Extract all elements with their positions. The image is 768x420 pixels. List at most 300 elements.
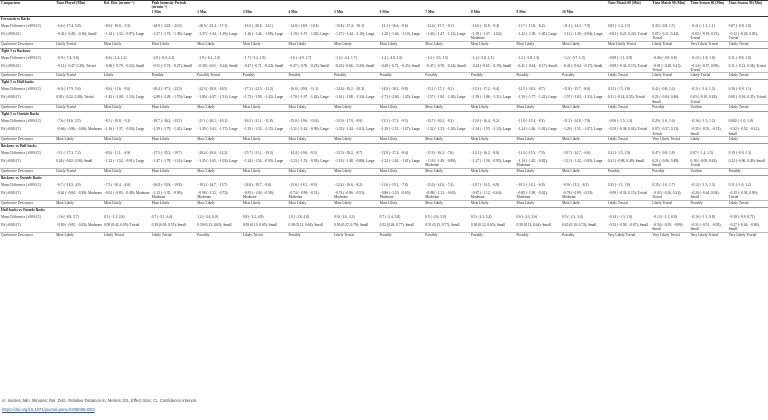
table-cell: −1.22 (−1.52, −0.91); Large [103, 159, 145, 164]
table-cell: −28.7 (−36.2, −23.5) [151, 119, 182, 124]
table-cell: −13.1 (−17.1, −9.1) [425, 87, 454, 92]
table-cell: −12.7 (−16.2, −9.2) [425, 119, 454, 124]
table-cell: −6.0 (−17.9, 5.6) [56, 87, 81, 92]
table-cell: Likely Trivial [55, 168, 103, 175]
table-cell: Most Likely [287, 105, 333, 112]
table-cell: 0.9 (−2.6, 4.3) [334, 214, 355, 219]
table-cell: Likely [103, 73, 151, 80]
table-cell: 0.09 (0.42, 0.95); Trivial [103, 222, 140, 227]
table-cell: 0.51 (0.25, 0.77); Small [425, 222, 460, 227]
column-header: Peak Intensity Periods (m·min⁻¹) [151, 1, 197, 10]
table-cell: Most Likely [287, 137, 333, 144]
table-cell: Likely Trivial [607, 73, 652, 80]
column-header [287, 1, 333, 10]
table-cell: −1.14 (−1.32, −0.97); Large [103, 31, 145, 36]
column-header: Time Match 90 (Min) [651, 1, 689, 10]
table-cell: −1.2 (−4.0, 1.5) [379, 55, 403, 60]
table-cell: −0.38 (−0.61, −0.14); Small [197, 63, 238, 68]
table-cell: −7.6 (−18.6, 3.5) [56, 119, 81, 124]
table-cell: −6.6 (−17.4, 5.8) [56, 23, 81, 28]
section-header-row [0, 144, 768, 152]
table-row [0, 127, 768, 136]
column-header [516, 1, 562, 10]
table-cell: −1.27 (−1.56, −0.95); Large [470, 159, 512, 164]
table-cell: −0.11 (−1.4, 1.3) [690, 87, 715, 92]
table-cell: Most Likely [242, 41, 288, 48]
table-cell: Most Likely Trivial [607, 41, 652, 48]
table-cell: 0.35 (−0.8, 1.5) [652, 23, 675, 28]
table-cell: Most Likely [196, 200, 242, 207]
table-cell: 0.03 (−0.22, 0.28); Trivial [56, 95, 94, 100]
table-cell: −1.26 (−1.44, −1.09); Large [242, 31, 284, 36]
table-cell: −1.35 (−1.53, −1.15); Large [242, 127, 284, 132]
table-cell: 0.082 (−1.0, 1.0) [728, 119, 753, 124]
table-cell: −0.32 (−0.49, −0.16); Small [56, 31, 97, 36]
table-cell: Possibly [242, 73, 288, 80]
table-cell: −0.18 (−0.9, 0.71) [728, 214, 755, 219]
column-header: Time Match 60 (Min) [607, 1, 652, 10]
table-cell: −0.56 (−0.79, −0.32); Small [103, 63, 145, 68]
table-cell: −15.7 (−21.1, −10.3) [242, 151, 273, 156]
table-cell: Likely Trivial [728, 200, 768, 207]
table-cell: −0.31 (−0.51, −0.03); Small [690, 222, 722, 232]
table-cell: −10.7 (−14.7, −6.6) [562, 151, 591, 156]
table-cell: Most Likely [470, 168, 516, 175]
table-cell: −1.29 (−1.51, −1.07); Large [379, 127, 420, 132]
column-header: Time Season 60 (Min) [689, 1, 727, 10]
table-cell: −1.37 (−1.54, −1.19); Large [197, 31, 238, 36]
table-cell: 0.21 (−0.06, 0.49); Small [652, 159, 680, 168]
table-cell: 0.29 (0.03, 0.55); Small [151, 222, 186, 227]
table-cell: 0.21 (−0.08, 0.49); Small [607, 159, 644, 164]
table-cell: −0.69 (−0.85, −0.43); Moderate [56, 222, 102, 227]
table-cell: Possibly [470, 73, 516, 80]
table-cell: −11.9 (−15.4, −8.4) [516, 119, 545, 124]
table-cell: −9.9 (−13.5, −6.3) [562, 182, 589, 187]
table-cell: Most Likely [333, 137, 379, 144]
table-cell: 0.8 (−3.2, 4.8) [242, 214, 264, 219]
table-cell: Most Likely [196, 168, 242, 175]
table-cell: Very Likely Trivial [689, 232, 727, 239]
table-cell: Most Likely [470, 41, 516, 48]
table-cell: −0.20 (−0.44, 0.04); Small [690, 190, 720, 200]
table-cell: −1.24 (−1.54, −0.93); Large [242, 159, 284, 164]
table-cell: −1.20 (−1.46, −1.10); Large [379, 31, 420, 36]
table-cell: 0.09 (−0.16, 0.35); Trivial [728, 95, 767, 100]
table-cell: 0.07 (−0.27, 0.13); Trivial [652, 127, 680, 136]
table-cell: Possibly [151, 73, 197, 80]
table-cell: 0.07 (−0.11, 0.24); Trivial [652, 31, 680, 41]
table-cell: −0.09 (−0.32, 0.15); Trivial [607, 63, 648, 68]
table-cell: 0.07 (−0.9, 1.0) [728, 23, 752, 28]
table-cell: Likely Trivial [651, 200, 689, 207]
table-cell: Most Likely [470, 105, 516, 112]
table-cell: −12.8 (−17.2, −8.4) [379, 151, 408, 156]
table-cell: Most Likely [242, 200, 288, 207]
table-cell: −1.21 (−1.42, −0.99); Large [288, 127, 329, 132]
table-cell: Unclear [689, 105, 727, 112]
table-cell: −14.8 (−18.9, −10.4) [288, 23, 319, 28]
table-row [0, 183, 768, 191]
table-cell: −14.8 (−19.7, −9.8) [242, 182, 272, 187]
table-cell: −0.85 (−1.09, −0.62); Moderate [516, 190, 548, 200]
table-cell: −0.47 (−0.70, −0.23); Small [288, 63, 329, 68]
table-cell: Likely Trivial [728, 41, 768, 48]
table-cell: 0.05 (−1.4, 1.5) [607, 23, 631, 28]
table-row [0, 95, 768, 104]
table-row [0, 24, 768, 32]
column-subheader: 1 Min [151, 10, 197, 17]
table-cell: −11.9 (−16.2, −7.6) [425, 151, 454, 156]
column-header [379, 1, 425, 10]
table-cell: −1.32 (−1.53, −1.10); Large [425, 127, 466, 132]
table-cell: −0.43 (−0.66, −0.20); Small [334, 63, 375, 68]
table-cell: 0.35 (−1.1, 1.8) [607, 182, 631, 187]
table-cell: −0.51 (−0.74, −0.27); Small [151, 63, 192, 68]
table-cell: 0.22 (−0.06, 0.49); Small [728, 159, 765, 164]
row-label: Qualitative Descriptor [0, 232, 55, 239]
table-cell: −0.74 (−0.96, −0.51); Moderate [334, 190, 366, 200]
table-row [0, 73, 768, 80]
table-cell: Possibly [287, 232, 333, 239]
table-cell: Possibly [196, 232, 242, 239]
table-cell: −1.73 (−2.00, −1.45); Large [379, 95, 420, 100]
table-cell: Most Likely [424, 200, 470, 207]
table-cell: Most Likely [516, 105, 562, 112]
table-row [0, 87, 768, 95]
table-cell: −12.5 (−16.3, −8.7) [516, 87, 545, 92]
section-header-row [0, 16, 768, 24]
table-cell: −0.66 (−0.86, −0.46); Moderate [56, 127, 102, 132]
table-cell: 0.07 (−1.4, 1.5) [690, 151, 713, 156]
column-subheader: 5 Min [333, 10, 379, 17]
table-cell: −14.8 (−19.2, −10.3) [334, 87, 365, 92]
table-cell: 0.50 (0.27, 0.79); Small [334, 222, 369, 227]
table-row [0, 232, 768, 239]
table-cell: −16.5 (−20.8, −12.1) [242, 23, 273, 28]
table-row [0, 105, 768, 112]
table-cell: −0.35 (−0.55, −0.15); Small [690, 127, 722, 136]
table-cell: Very Likely Trivial [607, 232, 652, 239]
table-cell: −0.41 (−0.64, −0.17); Small [562, 63, 603, 68]
table-cell: −22.3 (−28.0, −16.5) [197, 87, 228, 92]
table-cell: −1.23 (−1.44, −1.01); Large [334, 127, 375, 132]
table-row [0, 56, 768, 64]
table-cell: Possibly [333, 73, 379, 80]
table-cell: Likely [728, 137, 768, 144]
row-label: Qualitative Descriptor [0, 41, 55, 48]
table-cell: −0.41 (−0.64, −0.17); Small [516, 63, 557, 68]
table-cell: −17.3 (−22.5, −12.2) [242, 87, 273, 92]
table-cell: −8.0 (−10.8, −5.5) [103, 23, 131, 28]
table-row [0, 151, 768, 159]
table-cell: Most Likely [516, 41, 562, 48]
table-cell: Most Likely [242, 168, 288, 175]
table-cell: 0.5 (−2.3, 3.4) [470, 214, 492, 219]
table-cell: −16.5 (−21.1, −11.8) [242, 119, 273, 124]
table-cell: −0.42 (−0.65, −0.19); Small [470, 63, 512, 68]
table-cell: −12.4 (−16.6, −8.2) [334, 182, 363, 187]
table-cell: −0.13 (−1.1, 0.8) [652, 214, 677, 219]
row-label: ES (±90%CI) [1, 95, 21, 100]
table-cell: −0.06 (−1.5, 1.4) [607, 119, 633, 124]
table-row [0, 137, 768, 144]
table-cell: Likely Trivial [607, 200, 652, 207]
table-cell: Possibly [516, 73, 562, 80]
table-cell: −1.59 (−1.86, −1.31); Large [470, 95, 512, 100]
table-cell: Possibly [287, 73, 333, 80]
table-cell: 0.29 (−1.0, 1.6) [652, 119, 675, 124]
section-title: Half-backs vs Outside Backs [0, 207, 768, 215]
table-cell: −0.88 (−1.12, −0.65); Moderate [425, 190, 457, 200]
table-cell: Possibly [424, 232, 470, 239]
column-header [196, 1, 242, 10]
table-cell: 0.6 (−2.3, 3.6) [516, 214, 538, 219]
table-cell: 0.47 (−0.8, 1.8) [652, 151, 675, 156]
table-cell: −1.3 (−4.4, 1.7) [334, 55, 357, 60]
table-cell: 0.11 (−0.12, 0.34); Trivial [728, 63, 766, 68]
table-cell: −15.0 (−19.6, −10.4) [288, 119, 319, 124]
table-cell: −0.74 (−0.99, −0.51); Moderate [288, 190, 320, 200]
table-cell: −1.16 (−1.37, −0.94); Large [103, 127, 145, 132]
table-cell: −30.4 (−37.1, −23.5) [151, 87, 182, 92]
table-cell: −0.15 (−0.38, 0.09); Trivial [728, 190, 758, 200]
table-cell: −0.11 (−1.3, 1.1) [690, 23, 715, 28]
table-cell: −0.27 (−0.46, −0.06); Small [728, 222, 760, 232]
table-cell: −2.00 (−2.28, −1.70); Large [151, 95, 192, 100]
row-label: Mean Difference (±90%CI) [1, 214, 41, 219]
table-cell: Most Likely [103, 200, 151, 207]
table-cell: Possibly [424, 73, 470, 80]
table-cell: −1.14 (−1.45, −0.82); Moderate [516, 159, 548, 168]
section-title: Forwards vs Backs [0, 16, 768, 24]
column-header [470, 1, 516, 10]
column-subheader: 4 Min [287, 10, 333, 17]
table-cell: 0.52 (0.26, 0.77); Small [379, 222, 414, 227]
table-cell: −0.47 (−0.71, −0.24); Small [242, 63, 284, 68]
table-cell: −13.3 (−17.1, −9.5) [379, 119, 408, 124]
table-cell: 0.39 (0.13, 0.65); Small [197, 222, 232, 227]
table-cell: 1.2 (−3.4, 6.0) [197, 214, 218, 219]
table-cell: Most Likely [333, 105, 379, 112]
table-cell: −14.0 (−18.2, −9.8) [379, 87, 408, 92]
table-cell: Likely Trivial [55, 105, 103, 112]
table-cell: −7.5 (−10.4, −4.6) [103, 182, 131, 187]
table-cell: −13.1 (−16.6, −9.6) [379, 23, 408, 28]
doi-link[interactable]: https://doi.org/10.1371/journal.pone.0208088.t003 [2, 407, 95, 412]
table-cell: −1.29 (−1.51, −1.07); Large [562, 127, 603, 132]
table-cell: Most Likely [424, 168, 470, 175]
table-cell: Very Likely Trivial [651, 232, 689, 239]
table-cell: −6.7 (−18.3, 4.9) [56, 182, 81, 187]
table-cell: Most Likely [55, 137, 103, 144]
row-label: Qualitative Descriptor [0, 137, 55, 144]
table-cell: −1.18 (−1.48, −0.88); Large [334, 159, 375, 164]
section-title: Tight 5 vs Outside Backs [0, 112, 768, 120]
table-cell: −1.81 (−2.08, −1.53); Large [103, 95, 145, 100]
row-label: ES (±90%CI) [1, 63, 21, 68]
table-cell: Most Likely [379, 105, 425, 112]
table-cell: −5.1 (−17.3, 7.2) [56, 151, 81, 156]
table-cell: Most Likely [55, 200, 103, 207]
table-cell: 0.11 (−0.14, 0.35); Trivial [607, 95, 646, 100]
table-row [0, 200, 768, 207]
table-cell: −1.19 (−1.49, −0.89); Moderate [425, 159, 457, 168]
table-cell: 0.45 (0.19, 0.72); Small [562, 222, 597, 227]
table-cell: 0.38 (0.12, 0.64); Small [288, 222, 323, 227]
table-cell: Likely [689, 137, 727, 144]
section-header-row [0, 112, 768, 120]
table-cell: Most Likely [561, 137, 607, 144]
table-cell: −1.23 (−1.53, −0.93); Large [288, 159, 329, 164]
table-cell: −13.6 (−18.1, −8.9) [288, 182, 317, 187]
table-cell: Most Likely [516, 200, 562, 207]
table-cell: −1.2 (−3.7, 1.3) [562, 55, 585, 60]
table-cell: −1.7 (−5.2, 1.9) [242, 55, 266, 60]
table-cell: −1.13 (−1.42, −0.83); Large [562, 159, 603, 164]
row-label: Mean Difference (±90%CI) [1, 182, 41, 187]
table-cell: −1.6 (−8.8, 5.7) [56, 214, 79, 219]
table-row [0, 191, 768, 200]
table-cell: Most Likely [242, 105, 288, 112]
table-cell: −0.16 (−1.1, 0.8) [690, 214, 715, 219]
table-cell: 0.03 (−0.19, 0.28); Trivial [690, 95, 718, 104]
table-cell: Most Likely [470, 200, 516, 207]
table-cell: −1.22 (−1.39, −1.05); Large [516, 31, 557, 36]
table-footnote: m, metres; Min, Minutes; Rel. Dist., Relative Distance m, Metres; ES, Effect Size; CI, Confidence Interval. [2, 398, 197, 403]
column-subheader: 3 Min [242, 10, 288, 17]
table-cell: −6.6 (−2.4, 1.2) [103, 55, 127, 60]
table-cell: −20.9 (−25.4, −17.1) [197, 23, 228, 28]
table-cell: Most Likely [424, 105, 470, 112]
table-cell: −10.5 (−14.1, −6.8) [516, 182, 545, 187]
table-cell: 0.5 (−1.3, 2.6) [103, 214, 125, 219]
column-header: Rel. Dist. (m·min⁻¹) [103, 1, 151, 10]
table-cell: −0.49 (−0.72, −0.25); Small [379, 63, 420, 68]
table-cell: −26.8 (−33.8, −19.8) [151, 182, 182, 187]
table-cell: Most Likely [516, 137, 562, 144]
table-cell: Most Likely [333, 41, 379, 48]
table-cell: Most Likely [151, 105, 197, 112]
table-cell: −0.12 (−0.28, 0.05); Trivial [728, 31, 758, 41]
table-cell: −0.76 (−0.99, −0.53); Moderate [562, 190, 594, 200]
table-cell: −2.9 (−8.0, 2.2) [151, 55, 175, 60]
table-cell: Likely Trivial [728, 105, 768, 112]
table-cell: Most Likely [151, 168, 197, 175]
table-cell: Most Likely [151, 41, 197, 48]
table-row [0, 223, 768, 232]
section-header-row [0, 80, 768, 88]
table-cell: Possibly [470, 232, 516, 239]
table-cell: Most Likely [561, 41, 607, 48]
table-cell: −11.3 (−15.3, −7.0) [516, 151, 545, 156]
table-cell: Likely Trivial [333, 232, 379, 239]
table-cell: Possibly [728, 168, 768, 175]
table-cell: 0.39 (0.13, 0.65); Small [242, 222, 278, 227]
table-cell: Possibly [689, 200, 727, 207]
row-label: Mean Difference (±90%CI) [1, 23, 41, 28]
table-cell: −0.16 (−1.5, 1.2) [690, 119, 715, 124]
table-cell: −1.57 (−1.84, −1.30); Large [425, 95, 466, 100]
table-cell: −1.34 (−1.55, −1.12); Large [470, 127, 512, 132]
column-subheader: 9 Min [516, 10, 562, 17]
table-cell: 0.5 (−2.6, 3.0) [425, 214, 446, 219]
table-cell: −11.6 (−15.3, −7.8) [379, 182, 408, 187]
table-cell: −1.19 (−1.37, −1.02); Large [288, 31, 329, 36]
table-cell: −0.12 (−1.5, 1.3) [690, 182, 715, 187]
table-cell: −13.5 (−18.2, −8.7) [334, 151, 363, 156]
table-cell: −1.72 (−1.99, −1.43); Large [242, 95, 284, 100]
section-header-row [0, 48, 768, 56]
table-cell: 1.0 (−2.8, 4.8) [288, 214, 310, 219]
table-row [0, 32, 768, 41]
table-cell: −8.6 (−11.6, −5.6) [103, 87, 131, 92]
table-cell: Most Likely [287, 41, 333, 48]
row-label: ES (±90%CI) [1, 31, 21, 36]
table-cell: Most Likely [151, 200, 197, 207]
column-subheader: 2 Min [196, 10, 242, 17]
table-cell: Possibly [651, 105, 689, 112]
table-cell: 0.7 (−5.1, 6.4) [151, 214, 173, 219]
table-cell: Most Likely [151, 137, 197, 144]
table-cell: −13.3 (−17.2, −9.4) [470, 87, 500, 92]
table-cell: −14.4 (−19.6, −9.3) [288, 151, 317, 156]
column-subheader: 8 Min [470, 10, 516, 17]
table-cell: Likely Trivial [103, 232, 151, 239]
table-cell: −1.2 (−3.9, 1.5) [425, 55, 448, 60]
table-cell: −1.47 (−1.78, −1.16); Large [151, 159, 192, 164]
row-label: ES (±90%CI) [1, 159, 21, 164]
table-cell: −1.80 (−2.07, −1.51); Large [197, 95, 238, 100]
table-cell: −20.4 (−26.6, −14.2) [197, 151, 228, 156]
table-cell: Likely Trivial [651, 73, 689, 80]
table-cell: −1.59 (−1.79, −1.41); Large [151, 127, 192, 132]
table-cell: 0.16 (−0.9, 1.1) [728, 87, 752, 92]
table-cell: −1.50 (−1.77, −1.22); Large [516, 95, 557, 100]
table-cell: Most Likely [55, 232, 103, 239]
table-cell: −0.86 (−1.10, −0.63); Moderate [379, 190, 411, 200]
table-cell: 0.21 (−0.04, 0.46); Small [652, 95, 680, 104]
table-cell: 0.35 (−1.0, 1.7) [652, 182, 675, 187]
row-label: Mean Difference (±90%CI) [1, 55, 41, 60]
table-cell: −10.7 (−14.5, −6.9) [470, 182, 500, 187]
table-cell: Possibly [561, 232, 607, 239]
row-label: Mean Difference (±90%CI) [1, 119, 41, 124]
row-label: Mean Difference (±90%CI) [1, 151, 41, 156]
table-cell: −0.02 (−0.19, 0.15); Trivial [690, 31, 720, 41]
table-cell: −1.70 (−1.97, −1.42); Large [288, 95, 329, 100]
table-cell: 0.19 (−0.9, 1.3) [728, 151, 752, 156]
table-cell: −0.09 (−0.33, 0.15); Trivial [607, 190, 648, 195]
table-cell: −0.98 (−1.21, −0.72); Moderate [197, 190, 229, 200]
table-cell: −12.1 (−16.2, −8.0) [470, 151, 500, 156]
table-cell: Very Likely Trivial [689, 41, 727, 48]
row-label: ES (±90%CI) [1, 222, 21, 227]
table-cell: −0.47 (−0.70, −0.24); Small [425, 63, 466, 68]
table-cell: −1.24 (−1.46, −1.02); Large [516, 127, 557, 132]
table-cell: Most Likely [379, 137, 425, 144]
row-label: Qualitative Descriptor [0, 168, 55, 175]
header-row [0, 1, 768, 10]
table-cell: Most Likely [561, 200, 607, 207]
table-cell: −8.0 (−11.1, −4.9) [103, 151, 131, 156]
table-cell: Most Likely [424, 137, 470, 144]
table-cell: −11.0 (−14.6, −7.4) [425, 182, 454, 187]
table-cell: Most Likely [287, 168, 333, 175]
table-cell: Likely Trivial [607, 137, 652, 144]
table-cell: 0.7 (−2.4, 3.8) [379, 214, 401, 219]
table-cell: −1.30 (−1.47, −1.12); Large [425, 31, 466, 36]
